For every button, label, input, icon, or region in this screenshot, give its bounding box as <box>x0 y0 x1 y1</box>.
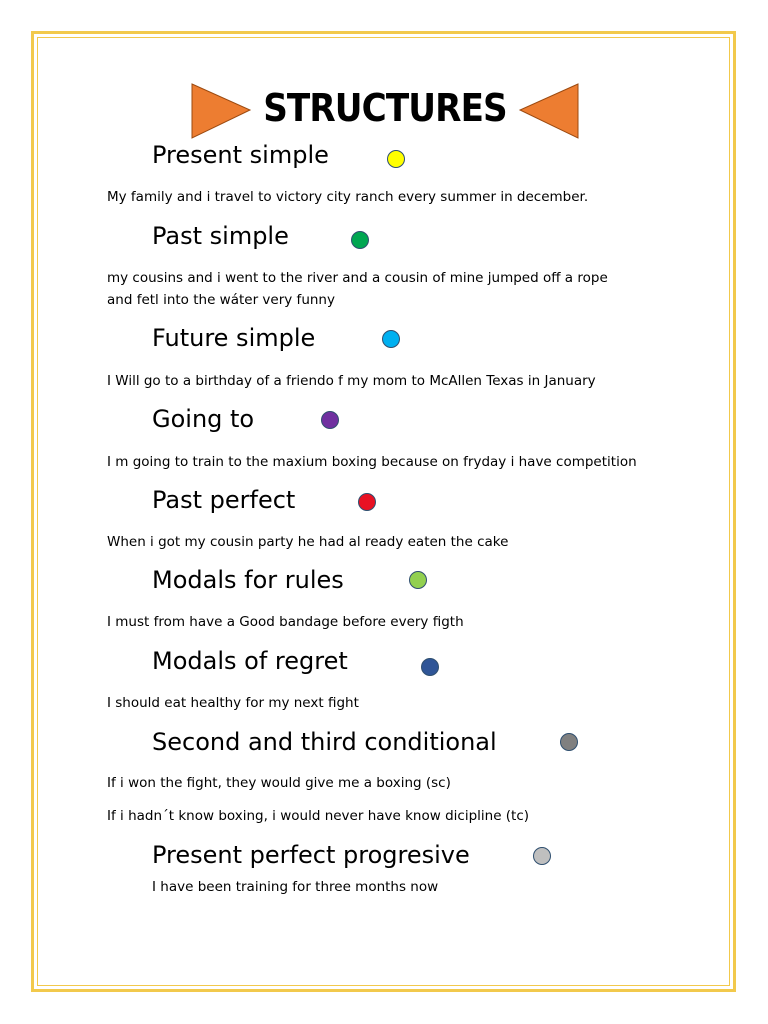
sentence-future-simple: I Will go to a birthday of a friendo f my mom to McAllen Texas in January <box>107 373 596 389</box>
going-to-dot-icon <box>321 411 339 429</box>
sentence-present-perfect-progresive: I have been training for three months now <box>152 879 439 895</box>
heading-modals-of-regret: Modals of regret <box>152 647 348 675</box>
modals-of-regret-dot-icon <box>421 658 439 676</box>
sentence-second-conditional: If i won the fight, they would give me a boxing (sc) <box>107 775 451 791</box>
modals-for-rules-dot-icon <box>409 571 427 589</box>
heading-past-simple: Past simple <box>152 222 289 250</box>
heading-modals-for-rules: Modals for rules <box>152 566 344 594</box>
sentence-past-simple-line2: and fetl into the wáter very funny <box>107 292 335 308</box>
sentence-modals-for-rules: I must from have a Good bandage before every figth <box>107 614 464 630</box>
past-perfect-dot-icon <box>358 493 376 511</box>
heading-present-simple: Present simple <box>152 141 329 169</box>
heading-future-simple: Future simple <box>152 324 316 352</box>
present-simple-dot-icon <box>387 150 405 168</box>
page-title: STRUCTURES <box>263 86 507 130</box>
title-banner <box>190 80 580 140</box>
sentence-third-conditional: If i hadn´t know boxing, i would never have know dicipline (tc) <box>107 808 530 824</box>
sentence-past-perfect: When i got my cousin party he had al ready eaten the cake <box>107 534 509 550</box>
heading-past-perfect: Past perfect <box>152 486 296 514</box>
present-perfect-progresive-dot-icon <box>533 847 551 865</box>
heading-conditional: Second and third conditional <box>152 728 497 756</box>
sentence-past-simple-line1: my cousins and i went to the river and a cousin of mine jumped off a rope <box>107 270 608 286</box>
conditional-dot-icon <box>560 733 578 751</box>
sentence-present-simple: My family and i travel to victory city ranch every summer in december. <box>107 189 589 205</box>
sentence-going-to: I m going to train to the maxium boxing because on fryday i have competition <box>107 454 637 470</box>
past-simple-dot-icon <box>351 231 369 249</box>
heading-going-to: Going to <box>152 405 255 433</box>
future-simple-dot-icon <box>382 330 400 348</box>
heading-present-perfect-progresive: Present perfect progresive <box>152 841 470 869</box>
sentence-modals-of-regret: I should eat healthy for my next fight <box>107 695 359 711</box>
